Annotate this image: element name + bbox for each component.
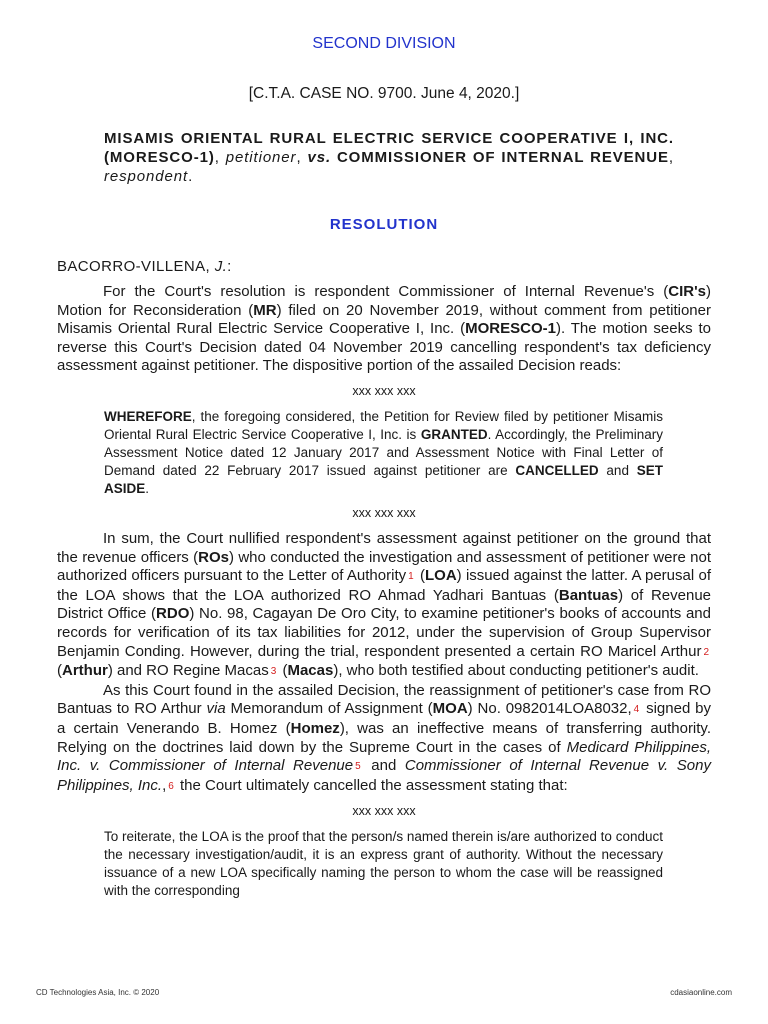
ellipsis-separator: xxx xxx xxx — [352, 804, 416, 819]
footnote-link-1[interactable]: 1 — [408, 571, 414, 583]
text-run: ( — [57, 662, 62, 680]
text-run: ) No. 98, Cagayan De Oro City, to examine petitioner's books of accounts and records for verification of its tax liabilities for 2012, under the supervision of Group Supervisor Benjamin Conding. However, during the trial, respondent presented a certain RO Maricel Arthur — [57, 605, 711, 660]
case-citation: Commissioner of Internal Revenue v. Sony Philippines, Inc. — [57, 757, 711, 794]
paragraph-2 — [57, 530, 711, 682]
respondent-role: respondent — [104, 168, 189, 185]
text-run: In sum, the Court nullified respondent's assessment against petitioner on the ground that the revenue officers ( — [57, 529, 711, 566]
footnote-link-5[interactable]: 5 — [355, 761, 361, 773]
emphasis: CANCELLED — [515, 462, 599, 478]
emphasis: SET ASIDE — [104, 462, 663, 496]
ellipsis-separator: xxx xxx xxx — [352, 383, 416, 398]
defined-term: CIR's — [668, 283, 706, 300]
defined-term: MOA — [432, 700, 468, 718]
text-run: ) of Revenue District Office ( — [57, 586, 712, 623]
text-run: Memorandum of Assignment ( — [225, 700, 433, 718]
respondent-name: COMMISSIONER OF INTERNAL REVENUE — [336, 149, 669, 166]
text-run: , the foregoing considered, the Petition for Review filed by petitioner Misamis Oriental Rural Electric Service Cooperative I, Inc. is — [104, 408, 663, 442]
footer-site-link[interactable]: cdasiaonline.com — [670, 988, 732, 997]
defined-term: Macas — [287, 662, 334, 680]
text-run: . Accordingly, the Preliminary Assessment Notice dated 12 January 2017 and Assessment Notice with Final Letter of Demand dated 22 February 2017 issued against petitioner are — [104, 426, 663, 478]
text-run: As this Court found in the assailed Decision, the reassignment of petitioner's case from RO Bantuas to RO Arthur — [57, 681, 711, 718]
petitioner-role: petitioner — [225, 149, 297, 166]
defined-term: MR — [253, 301, 277, 319]
ponente-name: BACORRO-VILLENA — [57, 258, 206, 275]
document-page — [57, 0, 711, 900]
text-run: and — [598, 462, 637, 478]
petitioner-name: MISAMIS ORIENTAL RURAL ELECTRIC SERVICE COOPERATIVE I, INC. (MORESCO-1) — [104, 130, 674, 166]
defined-term: Bantuas — [558, 586, 619, 604]
block-quote-reiterate: To reiterate, the LOA is the proof that the person/s named therein is/are authorized to conduct the necessary investigation/audit, it is an express grant of authority. Without the necessary issuance of a new LOA specifically naming the person to whom the case will be reassigned with the corresponding — [104, 829, 663, 899]
emphasis: WHEREFORE — [104, 408, 192, 424]
defined-term: MORESCO-1 — [465, 320, 556, 338]
footnote-link-3[interactable]: 3 — [270, 666, 277, 678]
footnote-link-6[interactable]: 6 — [168, 780, 174, 792]
text-run: signed by a certain Venerando B. Homez ( — [57, 700, 711, 737]
case-citation: Medicard Philippines, Inc. v. Commissioner of Internal Revenue — [57, 738, 711, 775]
text-run: ( — [415, 567, 425, 585]
text-run: ). The motion seeks to reverse this Court's Decision dated 04 November 2019 cancelling respondent's tax deficiency assessment against petitioner. The dispositive portion of the assailed Decision reads: — [57, 320, 711, 375]
text-run: ) No. 0982014LOA8032, — [467, 700, 632, 718]
defined-term: Homez — [290, 719, 340, 737]
defined-term: LOA — [424, 567, 457, 585]
resolution-heading: RESOLUTION — [329, 216, 439, 233]
footer-copyright: CD Technologies Asia, Inc. © 2020 — [36, 988, 160, 997]
defined-term: RDO — [156, 605, 190, 623]
text-run: . — [145, 480, 150, 496]
footnote-link-4[interactable]: 4 — [633, 704, 640, 716]
text-run: ) who conducted the investigation and assessment of petitioner were not authorized officers pursuant to the Letter of Authority — [57, 548, 711, 585]
text-run: ) Motion for Reconsideration ( — [57, 283, 711, 319]
text-run: ) filed on 20 November 2019, without comment from petitioner Misamis Oriental Rural Electric Service Cooperative I, Inc. ( — [57, 301, 711, 338]
text-run: the Court ultimately cancelled the assessment stating that: — [175, 776, 568, 794]
case-number: [C.T.A. CASE NO. 9700. June 4, 2020.] — [248, 85, 520, 102]
paragraph-1 — [57, 283, 711, 376]
italic-term: via — [206, 700, 226, 718]
emphasis: GRANTED — [420, 426, 488, 442]
defined-term: Arthur — [62, 662, 108, 680]
case-parties: MISAMIS ORIENTAL RURAL ELECTRIC SERVICE COOPERATIVE I, INC. (MORESCO-1), petitioner, vs. COMMISSIONER OF INTERNAL REVENUE, respondent. — [104, 130, 674, 185]
ponente-title: J. — [214, 258, 228, 275]
text-run: and — [362, 757, 405, 775]
versus-label: vs. — [307, 149, 332, 166]
footnote-link-2[interactable]: 2 — [703, 646, 709, 658]
text-run: For the Court's resolution is respondent Commissioner of Internal Revenue's ( — [103, 283, 669, 300]
ellipsis-separator: xxx xxx xxx — [352, 505, 416, 520]
ponente-line: BACORRO-VILLENA, J.: — [57, 258, 232, 275]
text-run: ) and RO Regine Macas — [107, 662, 269, 680]
block-quote-dispositive — [104, 408, 663, 498]
text-run: ), was an ineffective means of transferring authority. Relying on the doctrines laid down by the Supreme Court in the cases of — [57, 719, 711, 756]
defined-term: ROs — [198, 548, 229, 566]
paragraph-3 — [57, 682, 711, 797]
text-run: , — [162, 776, 167, 794]
division-heading: SECOND DIVISION — [312, 35, 456, 52]
text-run: ), who both testified about conducting petitioner's audit. — [333, 662, 699, 680]
text-run: ( — [278, 662, 288, 680]
text-run: ) issued against the latter. A perusal of the LOA shows that the LOA authorized RO Ahmad Yadhari Bantuas ( — [57, 567, 711, 604]
